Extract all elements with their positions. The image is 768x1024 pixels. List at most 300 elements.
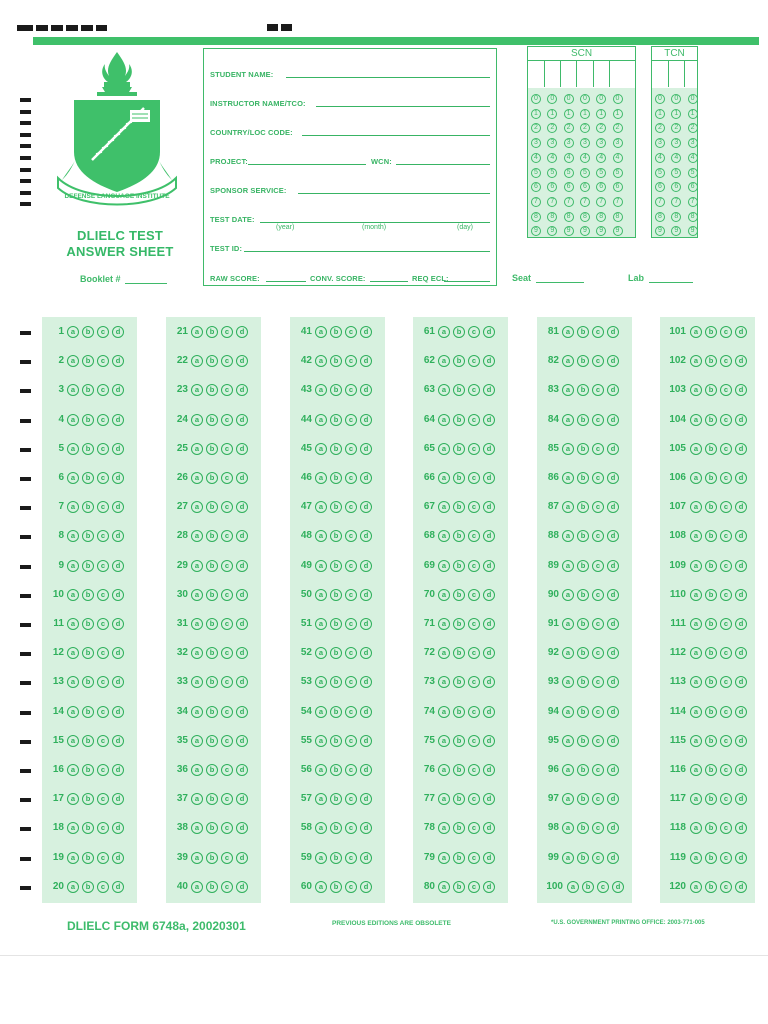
- scn-digit-bubble[interactable]: 2: [564, 123, 574, 133]
- tcn-digit-bubble[interactable]: 5: [655, 168, 665, 178]
- answer-bubble-c[interactable]: c: [592, 618, 604, 630]
- answer-bubble-c[interactable]: c: [97, 881, 109, 893]
- scn-digit-bubble[interactable]: 1: [596, 109, 606, 119]
- answer-bubble-a[interactable]: a: [67, 530, 79, 542]
- answer-bubble-b[interactable]: b: [453, 735, 465, 747]
- answer-bubble-c[interactable]: c: [720, 384, 732, 396]
- scn-digit-bubble[interactable]: 9: [531, 226, 541, 236]
- answer-bubble-a[interactable]: a: [191, 384, 203, 396]
- answer-bubble-b[interactable]: b: [453, 706, 465, 718]
- answer-bubble-d[interactable]: d: [483, 793, 495, 805]
- answer-bubble-b[interactable]: b: [577, 618, 589, 630]
- tcn-digit-bubble[interactable]: 3: [671, 138, 681, 148]
- answer-bubble-d[interactable]: d: [483, 443, 495, 455]
- answer-bubble-d[interactable]: d: [112, 443, 124, 455]
- answer-bubble-a[interactable]: a: [690, 676, 702, 688]
- answer-bubble-a[interactable]: a: [191, 852, 203, 864]
- answer-bubble-c[interactable]: c: [345, 735, 357, 747]
- answer-bubble-a[interactable]: a: [438, 414, 450, 426]
- tcn-digit-bubble[interactable]: 8: [655, 212, 665, 222]
- instructor-field[interactable]: [316, 106, 490, 107]
- answer-bubble-c[interactable]: c: [97, 560, 109, 572]
- scn-digit-bubble[interactable]: 0: [580, 94, 590, 104]
- student-name-field[interactable]: [286, 77, 490, 78]
- answer-bubble-d[interactable]: d: [236, 443, 248, 455]
- tcn-write-cell[interactable]: [669, 60, 685, 87]
- answer-bubble-b[interactable]: b: [705, 706, 717, 718]
- answer-bubble-a[interactable]: a: [690, 881, 702, 893]
- answer-bubble-d[interactable]: d: [112, 618, 124, 630]
- answer-bubble-d[interactable]: d: [607, 443, 619, 455]
- answer-bubble-d[interactable]: d: [236, 501, 248, 513]
- answer-bubble-b[interactable]: b: [705, 472, 717, 484]
- tcn-digit-bubble[interactable]: 8: [671, 212, 681, 222]
- scn-digit-bubble[interactable]: 2: [531, 123, 541, 133]
- scn-digit-bubble[interactable]: 5: [564, 168, 574, 178]
- scn-write-cell[interactable]: [529, 60, 545, 87]
- answer-bubble-a[interactable]: a: [315, 472, 327, 484]
- answer-bubble-b[interactable]: b: [330, 793, 342, 805]
- lab-field[interactable]: [628, 273, 693, 283]
- answer-bubble-c[interactable]: c: [221, 706, 233, 718]
- answer-bubble-a[interactable]: a: [315, 326, 327, 338]
- answer-bubble-b[interactable]: b: [705, 793, 717, 805]
- answer-bubble-b[interactable]: b: [206, 793, 218, 805]
- scn-digit-bubble[interactable]: 8: [547, 212, 557, 222]
- answer-bubble-d[interactable]: d: [607, 735, 619, 747]
- answer-bubble-a[interactable]: a: [315, 822, 327, 834]
- answer-bubble-a[interactable]: a: [690, 735, 702, 747]
- answer-bubble-b[interactable]: b: [453, 384, 465, 396]
- answer-bubble-a[interactable]: a: [315, 881, 327, 893]
- answer-bubble-a[interactable]: a: [562, 852, 574, 864]
- answer-bubble-c[interactable]: c: [221, 414, 233, 426]
- answer-bubble-c[interactable]: c: [720, 560, 732, 572]
- answer-bubble-a[interactable]: a: [438, 326, 450, 338]
- scn-write-cell[interactable]: [561, 60, 577, 87]
- answer-bubble-b[interactable]: b: [453, 618, 465, 630]
- scn-write-cell[interactable]: [577, 60, 593, 87]
- answer-bubble-a[interactable]: a: [315, 793, 327, 805]
- answer-bubble-b[interactable]: b: [82, 881, 94, 893]
- answer-bubble-d[interactable]: d: [236, 326, 248, 338]
- answer-bubble-b[interactable]: b: [577, 706, 589, 718]
- answer-bubble-b[interactable]: b: [577, 589, 589, 601]
- answer-bubble-d[interactable]: d: [607, 647, 619, 659]
- answer-bubble-d[interactable]: d: [360, 735, 372, 747]
- answer-bubble-b[interactable]: b: [330, 443, 342, 455]
- answer-bubble-a[interactable]: a: [191, 589, 203, 601]
- answer-bubble-a[interactable]: a: [438, 443, 450, 455]
- answer-bubble-b[interactable]: b: [206, 414, 218, 426]
- answer-bubble-c[interactable]: c: [221, 735, 233, 747]
- answer-bubble-c[interactable]: c: [97, 852, 109, 864]
- answer-bubble-a[interactable]: a: [315, 501, 327, 513]
- answer-bubble-b[interactable]: b: [330, 326, 342, 338]
- tcn-digit-bubble[interactable]: 3: [688, 138, 698, 148]
- answer-bubble-c[interactable]: c: [468, 647, 480, 659]
- answer-bubble-b[interactable]: b: [82, 355, 94, 367]
- answer-bubble-d[interactable]: d: [236, 881, 248, 893]
- answer-bubble-d[interactable]: d: [483, 735, 495, 747]
- answer-bubble-c[interactable]: c: [468, 472, 480, 484]
- answer-bubble-d[interactable]: d: [607, 793, 619, 805]
- answer-bubble-c[interactable]: c: [468, 706, 480, 718]
- answer-bubble-b[interactable]: b: [705, 618, 717, 630]
- answer-bubble-c[interactable]: c: [221, 881, 233, 893]
- answer-bubble-b[interactable]: b: [330, 881, 342, 893]
- answer-bubble-a[interactable]: a: [562, 647, 574, 659]
- answer-bubble-b[interactable]: b: [330, 618, 342, 630]
- answer-bubble-c[interactable]: c: [97, 735, 109, 747]
- answer-bubble-d[interactable]: d: [360, 852, 372, 864]
- scn-digit-bubble[interactable]: 2: [580, 123, 590, 133]
- answer-bubble-c[interactable]: c: [345, 618, 357, 630]
- answer-bubble-a[interactable]: a: [191, 618, 203, 630]
- answer-bubble-c[interactable]: c: [221, 793, 233, 805]
- answer-bubble-c[interactable]: c: [345, 764, 357, 776]
- answer-bubble-d[interactable]: d: [360, 589, 372, 601]
- answer-bubble-c[interactable]: c: [720, 793, 732, 805]
- scn-write-cell[interactable]: [594, 60, 610, 87]
- answer-bubble-b[interactable]: b: [705, 501, 717, 513]
- answer-bubble-d[interactable]: d: [112, 326, 124, 338]
- answer-bubble-b[interactable]: b: [577, 676, 589, 688]
- answer-bubble-d[interactable]: d: [236, 647, 248, 659]
- answer-bubble-c[interactable]: c: [468, 793, 480, 805]
- answer-bubble-c[interactable]: c: [468, 822, 480, 834]
- answer-bubble-d[interactable]: d: [360, 706, 372, 718]
- answer-bubble-b[interactable]: b: [330, 414, 342, 426]
- answer-bubble-c[interactable]: c: [468, 618, 480, 630]
- answer-bubble-d[interactable]: d: [360, 472, 372, 484]
- answer-bubble-a[interactable]: a: [562, 443, 574, 455]
- answer-bubble-c[interactable]: c: [221, 384, 233, 396]
- tcn-digit-bubble[interactable]: 0: [655, 94, 665, 104]
- answer-bubble-b[interactable]: b: [705, 384, 717, 396]
- answer-bubble-d[interactable]: d: [607, 501, 619, 513]
- answer-bubble-b[interactable]: b: [577, 326, 589, 338]
- answer-bubble-a[interactable]: a: [438, 822, 450, 834]
- answer-bubble-c[interactable]: c: [592, 852, 604, 864]
- tcn-digit-bubble[interactable]: 6: [688, 182, 698, 192]
- tcn-digit-bubble[interactable]: 1: [688, 109, 698, 119]
- conv-score-field[interactable]: [370, 281, 408, 282]
- answer-bubble-a[interactable]: a: [315, 764, 327, 776]
- answer-bubble-b[interactable]: b: [577, 355, 589, 367]
- answer-bubble-b[interactable]: b: [577, 822, 589, 834]
- tcn-digit-bubble[interactable]: 9: [671, 226, 681, 236]
- answer-bubble-d[interactable]: d: [236, 822, 248, 834]
- answer-bubble-d[interactable]: d: [607, 472, 619, 484]
- answer-bubble-c[interactable]: c: [592, 676, 604, 688]
- answer-bubble-d[interactable]: d: [112, 472, 124, 484]
- answer-bubble-a[interactable]: a: [315, 355, 327, 367]
- answer-bubble-b[interactable]: b: [453, 647, 465, 659]
- answer-bubble-b[interactable]: b: [577, 793, 589, 805]
- tcn-digit-bubble[interactable]: 9: [688, 226, 698, 236]
- answer-bubble-c[interactable]: c: [720, 326, 732, 338]
- answer-bubble-b[interactable]: b: [705, 676, 717, 688]
- scn-digit-bubble[interactable]: 6: [531, 182, 541, 192]
- answer-bubble-c[interactable]: c: [720, 414, 732, 426]
- scn-digit-bubble[interactable]: 3: [596, 138, 606, 148]
- answer-bubble-c[interactable]: c: [345, 706, 357, 718]
- answer-bubble-b[interactable]: b: [206, 501, 218, 513]
- answer-bubble-c[interactable]: c: [345, 560, 357, 572]
- answer-bubble-d[interactable]: d: [607, 822, 619, 834]
- scn-digit-bubble[interactable]: 1: [613, 109, 623, 119]
- answer-bubble-b[interactable]: b: [206, 735, 218, 747]
- answer-bubble-d[interactable]: d: [360, 384, 372, 396]
- answer-bubble-c[interactable]: c: [221, 676, 233, 688]
- answer-bubble-c[interactable]: c: [592, 706, 604, 718]
- answer-bubble-a[interactable]: a: [438, 764, 450, 776]
- answer-bubble-d[interactable]: d: [360, 676, 372, 688]
- answer-bubble-a[interactable]: a: [690, 501, 702, 513]
- answer-bubble-a[interactable]: a: [690, 560, 702, 572]
- answer-bubble-c[interactable]: c: [221, 618, 233, 630]
- answer-bubble-c[interactable]: c: [97, 414, 109, 426]
- answer-bubble-c[interactable]: c: [97, 618, 109, 630]
- answer-bubble-b[interactable]: b: [330, 530, 342, 542]
- answer-bubble-c[interactable]: c: [221, 822, 233, 834]
- scn-digit-bubble[interactable]: 7: [547, 197, 557, 207]
- answer-bubble-b[interactable]: b: [705, 822, 717, 834]
- answer-bubble-a[interactable]: a: [438, 881, 450, 893]
- answer-bubble-a[interactable]: a: [315, 384, 327, 396]
- scn-digit-bubble[interactable]: 7: [613, 197, 623, 207]
- answer-bubble-a[interactable]: a: [191, 326, 203, 338]
- answer-bubble-d[interactable]: d: [236, 414, 248, 426]
- scn-digit-bubble[interactable]: 5: [613, 168, 623, 178]
- answer-bubble-a[interactable]: a: [562, 384, 574, 396]
- answer-bubble-c[interactable]: c: [592, 764, 604, 776]
- answer-bubble-b[interactable]: b: [206, 355, 218, 367]
- answer-bubble-a[interactable]: a: [438, 706, 450, 718]
- answer-bubble-c[interactable]: c: [468, 560, 480, 572]
- answer-bubble-b[interactable]: b: [705, 326, 717, 338]
- scn-digit-bubble[interactable]: 2: [547, 123, 557, 133]
- answer-bubble-d[interactable]: d: [735, 472, 747, 484]
- scn-write-cell[interactable]: [545, 60, 561, 87]
- answer-bubble-d[interactable]: d: [360, 326, 372, 338]
- answer-bubble-a[interactable]: a: [67, 647, 79, 659]
- answer-bubble-c[interactable]: c: [720, 735, 732, 747]
- answer-bubble-a[interactable]: a: [67, 501, 79, 513]
- answer-bubble-c[interactable]: c: [468, 735, 480, 747]
- answer-bubble-b[interactable]: b: [577, 530, 589, 542]
- test-id-field[interactable]: [244, 251, 490, 252]
- answer-bubble-d[interactable]: d: [607, 414, 619, 426]
- answer-bubble-b[interactable]: b: [453, 560, 465, 572]
- tcn-digit-bubble[interactable]: 0: [671, 94, 681, 104]
- scn-digit-bubble[interactable]: 8: [564, 212, 574, 222]
- answer-bubble-b[interactable]: b: [206, 443, 218, 455]
- answer-bubble-c[interactable]: c: [97, 501, 109, 513]
- answer-bubble-b[interactable]: b: [82, 501, 94, 513]
- answer-bubble-d[interactable]: d: [483, 676, 495, 688]
- answer-bubble-b[interactable]: b: [82, 647, 94, 659]
- answer-bubble-c[interactable]: c: [97, 530, 109, 542]
- answer-bubble-a[interactable]: a: [67, 618, 79, 630]
- scn-digit-bubble[interactable]: 9: [564, 226, 574, 236]
- seat-field[interactable]: [512, 273, 584, 283]
- answer-bubble-c[interactable]: c: [345, 793, 357, 805]
- scn-digit-bubble[interactable]: 9: [547, 226, 557, 236]
- answer-bubble-d[interactable]: d: [735, 443, 747, 455]
- scn-digit-bubble[interactable]: 4: [580, 153, 590, 163]
- answer-bubble-d[interactable]: d: [236, 676, 248, 688]
- answer-bubble-b[interactable]: b: [705, 443, 717, 455]
- answer-bubble-a[interactable]: a: [315, 618, 327, 630]
- answer-bubble-b[interactable]: b: [330, 735, 342, 747]
- scn-digit-bubble[interactable]: 7: [531, 197, 541, 207]
- answer-bubble-a[interactable]: a: [315, 414, 327, 426]
- answer-bubble-b[interactable]: b: [705, 881, 717, 893]
- answer-bubble-d[interactable]: d: [112, 676, 124, 688]
- answer-bubble-b[interactable]: b: [82, 326, 94, 338]
- answer-bubble-c[interactable]: c: [345, 443, 357, 455]
- answer-bubble-a[interactable]: a: [438, 793, 450, 805]
- answer-bubble-c[interactable]: c: [221, 852, 233, 864]
- answer-bubble-d[interactable]: d: [112, 414, 124, 426]
- scn-digit-bubble[interactable]: 0: [531, 94, 541, 104]
- scn-digit-bubble[interactable]: 1: [547, 109, 557, 119]
- answer-bubble-c[interactable]: c: [221, 501, 233, 513]
- answer-bubble-c[interactable]: c: [345, 676, 357, 688]
- answer-bubble-b[interactable]: b: [82, 764, 94, 776]
- answer-bubble-a[interactable]: a: [562, 735, 574, 747]
- answer-bubble-b[interactable]: b: [453, 589, 465, 601]
- scn-write-cell[interactable]: [610, 60, 626, 87]
- answer-bubble-c[interactable]: c: [468, 530, 480, 542]
- answer-bubble-a[interactable]: a: [191, 414, 203, 426]
- tcn-digit-bubble[interactable]: 4: [655, 153, 665, 163]
- answer-bubble-b[interactable]: b: [330, 501, 342, 513]
- answer-bubble-a[interactable]: a: [438, 384, 450, 396]
- scn-digit-bubble[interactable]: 0: [564, 94, 574, 104]
- answer-bubble-c[interactable]: c: [345, 881, 357, 893]
- scn-digit-bubble[interactable]: 4: [547, 153, 557, 163]
- answer-bubble-c[interactable]: c: [97, 326, 109, 338]
- scn-digit-bubble[interactable]: 8: [613, 212, 623, 222]
- answer-bubble-a[interactable]: a: [438, 355, 450, 367]
- answer-bubble-c[interactable]: c: [468, 326, 480, 338]
- answer-bubble-c[interactable]: c: [592, 443, 604, 455]
- answer-bubble-a[interactable]: a: [562, 501, 574, 513]
- answer-bubble-c[interactable]: c: [592, 355, 604, 367]
- answer-bubble-d[interactable]: d: [112, 822, 124, 834]
- scn-digit-bubble[interactable]: 9: [596, 226, 606, 236]
- answer-bubble-b[interactable]: b: [330, 355, 342, 367]
- answer-bubble-d[interactable]: d: [735, 735, 747, 747]
- answer-bubble-a[interactable]: a: [562, 530, 574, 542]
- answer-bubble-c[interactable]: c: [97, 384, 109, 396]
- answer-bubble-d[interactable]: d: [112, 793, 124, 805]
- answer-bubble-a[interactable]: a: [315, 647, 327, 659]
- answer-bubble-b[interactable]: b: [453, 881, 465, 893]
- answer-bubble-d[interactable]: d: [607, 618, 619, 630]
- answer-bubble-c[interactable]: c: [720, 706, 732, 718]
- answer-bubble-d[interactable]: d: [360, 501, 372, 513]
- scn-digit-bubble[interactable]: 5: [596, 168, 606, 178]
- answer-bubble-a[interactable]: a: [67, 414, 79, 426]
- answer-bubble-c[interactable]: c: [345, 355, 357, 367]
- answer-bubble-d[interactable]: d: [236, 793, 248, 805]
- answer-bubble-b[interactable]: b: [453, 355, 465, 367]
- answer-bubble-c[interactable]: c: [221, 589, 233, 601]
- answer-bubble-a[interactable]: a: [67, 472, 79, 484]
- answer-bubble-a[interactable]: a: [191, 735, 203, 747]
- answer-bubble-d[interactable]: d: [735, 676, 747, 688]
- answer-bubble-c[interactable]: c: [468, 443, 480, 455]
- answer-bubble-a[interactable]: a: [690, 472, 702, 484]
- answer-bubble-d[interactable]: d: [236, 589, 248, 601]
- answer-bubble-b[interactable]: b: [705, 414, 717, 426]
- answer-bubble-d[interactable]: d: [236, 764, 248, 776]
- answer-bubble-d[interactable]: d: [607, 355, 619, 367]
- answer-bubble-c[interactable]: c: [468, 676, 480, 688]
- scn-digit-bubble[interactable]: 3: [531, 138, 541, 148]
- scn-digit-bubble[interactable]: 5: [547, 168, 557, 178]
- answer-bubble-c[interactable]: c: [468, 414, 480, 426]
- answer-bubble-d[interactable]: d: [607, 676, 619, 688]
- scn-digit-bubble[interactable]: 9: [613, 226, 623, 236]
- answer-bubble-a[interactable]: a: [438, 472, 450, 484]
- answer-bubble-d[interactable]: d: [112, 384, 124, 396]
- answer-bubble-a[interactable]: a: [562, 676, 574, 688]
- scn-digit-bubble[interactable]: 8: [580, 212, 590, 222]
- answer-bubble-c[interactable]: c: [97, 355, 109, 367]
- req-ecl-field[interactable]: [444, 281, 490, 282]
- answer-bubble-d[interactable]: d: [236, 384, 248, 396]
- scn-digit-bubble[interactable]: 8: [531, 212, 541, 222]
- answer-bubble-a[interactable]: a: [67, 676, 79, 688]
- answer-bubble-b[interactable]: b: [206, 326, 218, 338]
- answer-bubble-a[interactable]: a: [562, 618, 574, 630]
- tcn-write-cell[interactable]: [685, 60, 701, 87]
- answer-bubble-a[interactable]: a: [438, 618, 450, 630]
- answer-bubble-b[interactable]: b: [330, 852, 342, 864]
- answer-bubble-d[interactable]: d: [112, 560, 124, 572]
- answer-bubble-d[interactable]: d: [236, 618, 248, 630]
- answer-bubble-b[interactable]: b: [453, 676, 465, 688]
- answer-bubble-b[interactable]: b: [330, 560, 342, 572]
- answer-bubble-b[interactable]: b: [206, 530, 218, 542]
- answer-bubble-d[interactable]: d: [360, 355, 372, 367]
- answer-bubble-a[interactable]: a: [67, 384, 79, 396]
- answer-bubble-a[interactable]: a: [315, 735, 327, 747]
- answer-bubble-b[interactable]: b: [206, 852, 218, 864]
- answer-bubble-d[interactable]: d: [483, 472, 495, 484]
- answer-bubble-c[interactable]: c: [468, 384, 480, 396]
- answer-bubble-d[interactable]: d: [735, 881, 747, 893]
- answer-bubble-b[interactable]: b: [453, 414, 465, 426]
- answer-bubble-d[interactable]: d: [735, 560, 747, 572]
- answer-bubble-d[interactable]: d: [236, 852, 248, 864]
- tcn-digit-bubble[interactable]: 9: [655, 226, 665, 236]
- answer-bubble-c[interactable]: c: [720, 472, 732, 484]
- answer-bubble-a[interactable]: a: [191, 676, 203, 688]
- answer-bubble-a[interactable]: a: [562, 414, 574, 426]
- answer-bubble-c[interactable]: c: [720, 822, 732, 834]
- answer-bubble-a[interactable]: a: [438, 735, 450, 747]
- answer-bubble-b[interactable]: b: [82, 822, 94, 834]
- answer-bubble-d[interactable]: d: [735, 852, 747, 864]
- answer-bubble-c[interactable]: c: [468, 764, 480, 776]
- tcn-digit-bubble[interactable]: 8: [688, 212, 698, 222]
